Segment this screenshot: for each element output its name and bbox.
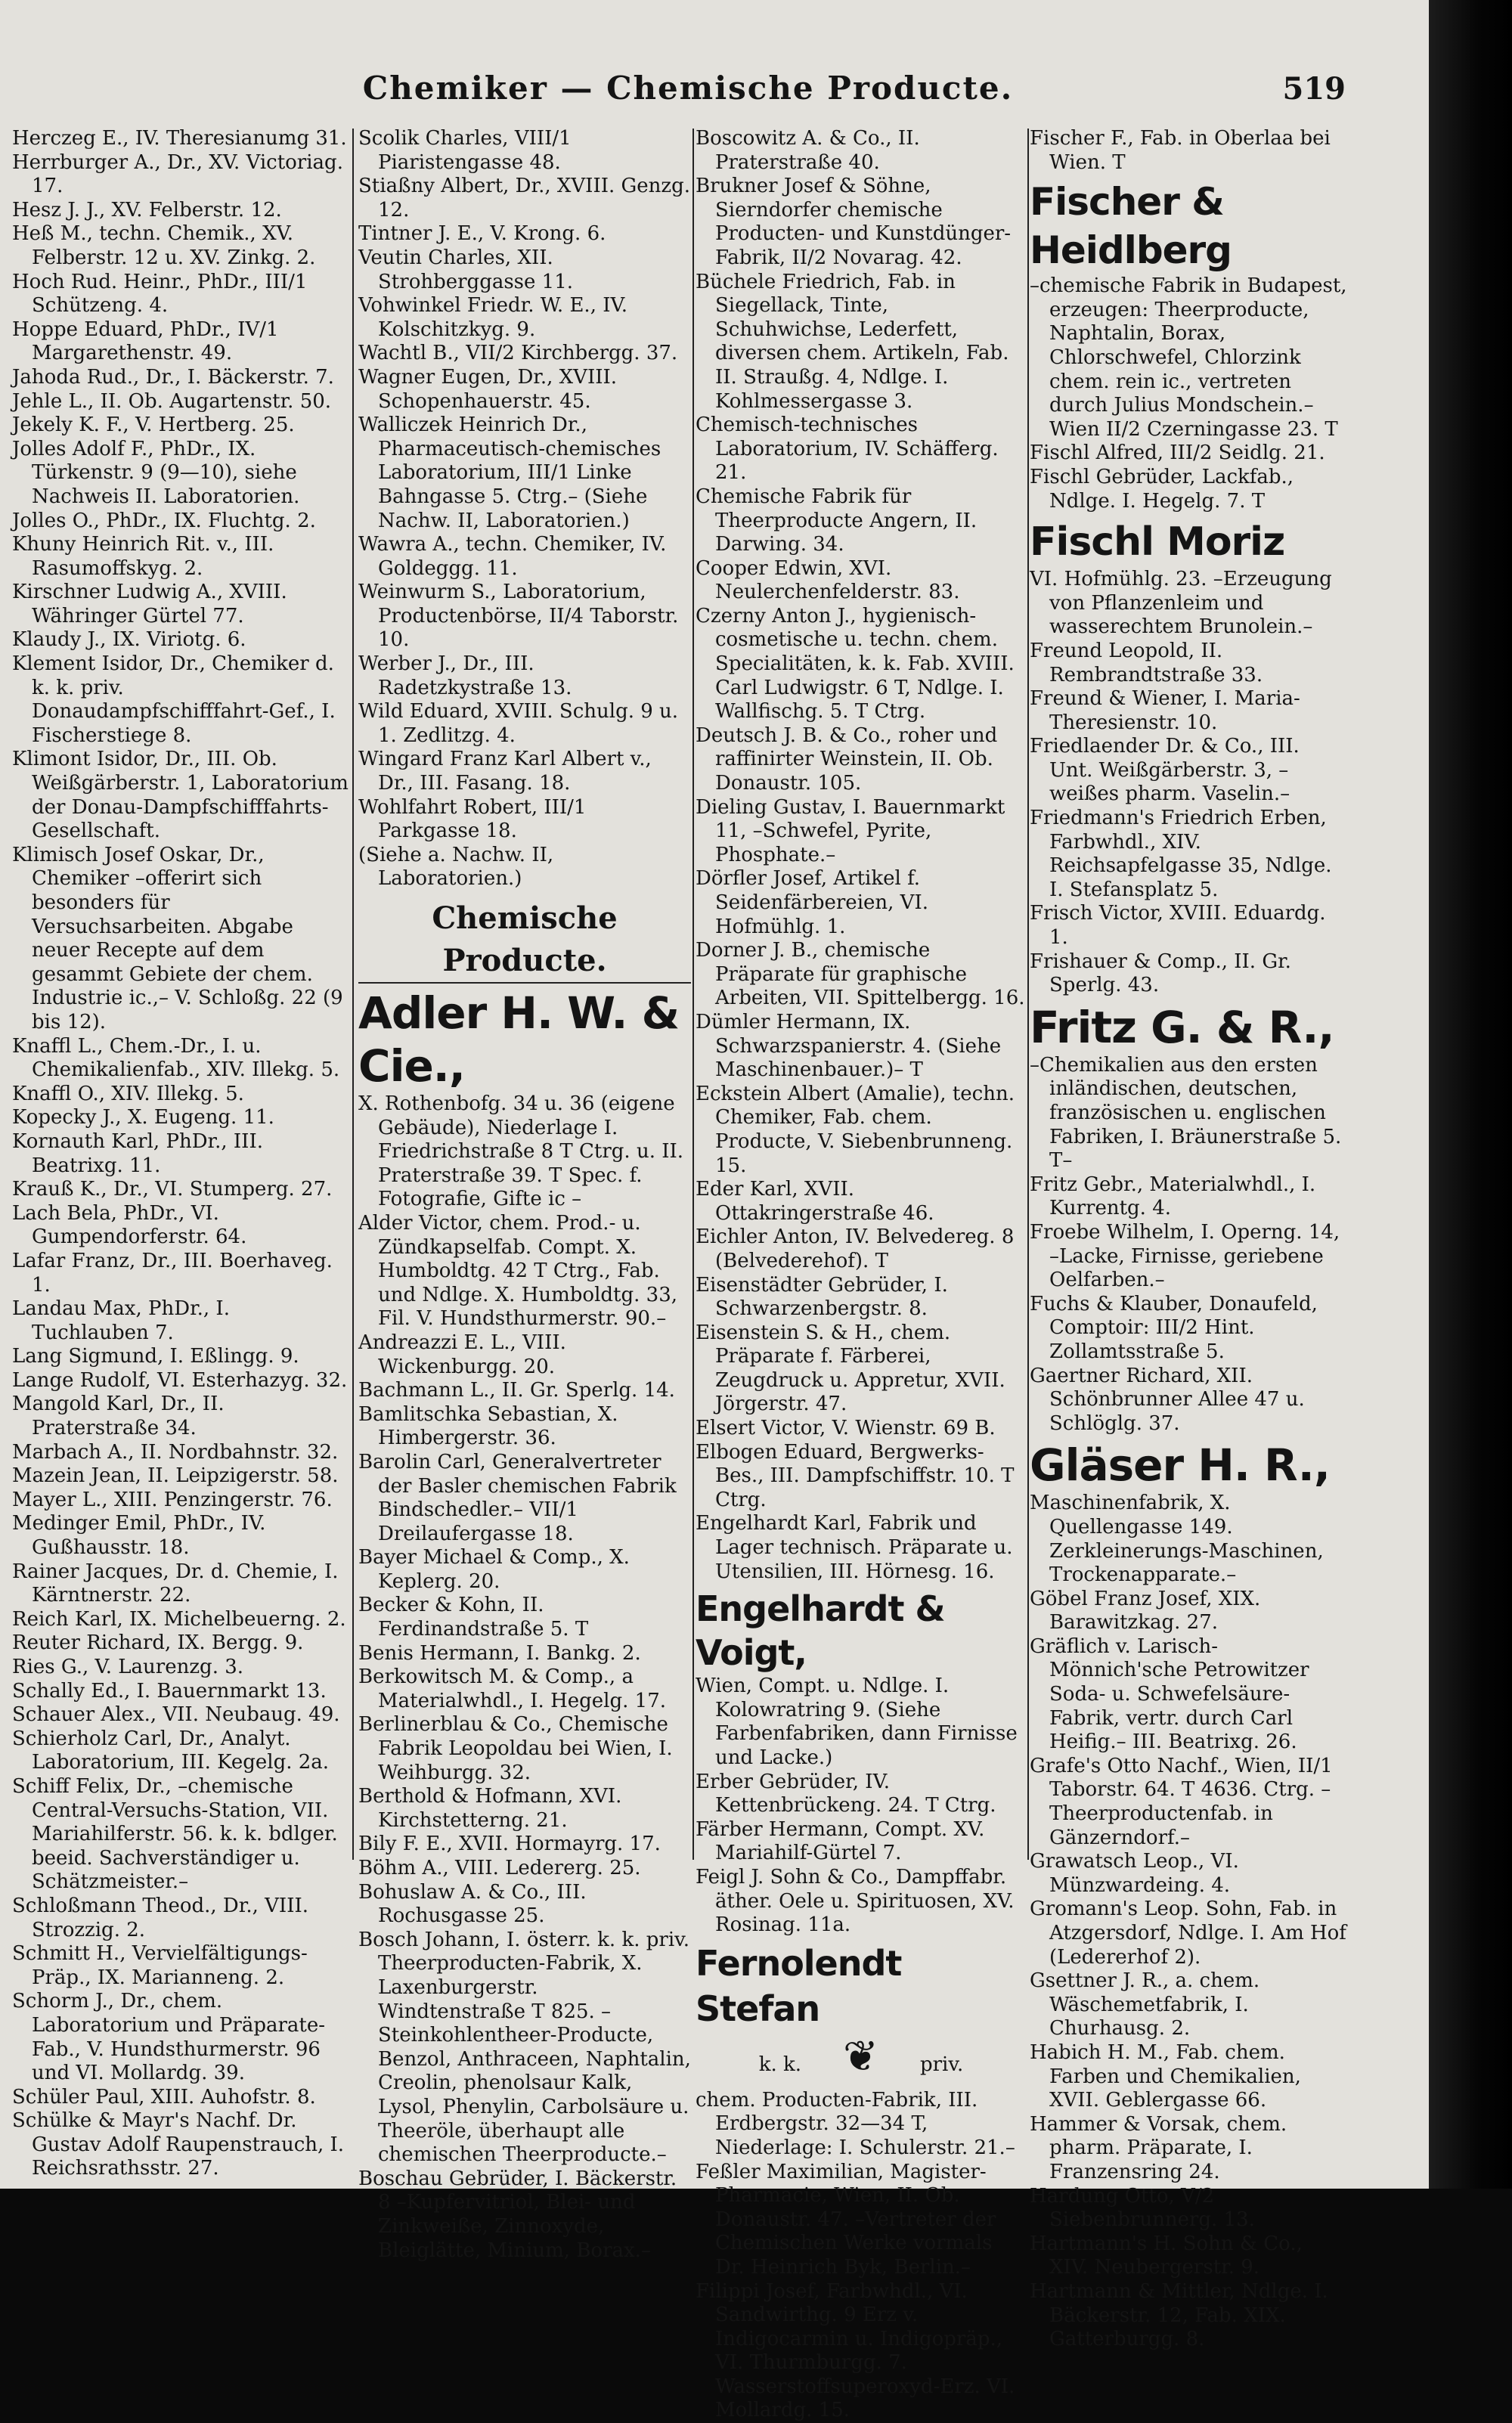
directory-entry: Schüler Paul, XIII. Auhofstr. 8. xyxy=(12,2086,349,2110)
directory-entry: Grafe's Otto Nachf., Wien, II/1 Taborstr. 64. T 4636. Ctrg. –Theerproductenfab. in Gänzerndorf.– xyxy=(1030,1755,1347,1850)
directory-entry: Frisch Victor, XVIII. Eduardg. 1. xyxy=(1030,902,1347,950)
directory-entry: Fischl Gebrüder, Lackfab., Ndlge. I. Hegelg. 7. T xyxy=(1030,466,1347,513)
directory-entry: Bachmann L., II. Gr. Sperlg. 14. xyxy=(358,1379,691,1403)
directory-entry: Benis Hermann, I. Bankg. 2. xyxy=(358,1642,691,1666)
directory-entry: Khuny Heinrich Rit. v., III. Rasumoffskyg. 2. xyxy=(12,533,349,581)
directory-entry: Bamlitschka Sebastian, X. Himbergerstr. 36. xyxy=(358,1403,691,1451)
eagle-icon: ❦ xyxy=(816,2033,906,2080)
page-title: Chemiker — Chemische Producte. xyxy=(30,70,1346,107)
directory-entry: Ries G., V. Laurenzg. 3. xyxy=(12,1656,349,1680)
directory-entry: Wingard Franz Karl Albert v., Dr., III. Fasang. 18. xyxy=(358,748,691,795)
directory-entry: Wien, Compt. u. Ndlge. I. Kolowratring 9. (Siehe Farbenfabriken, dann Firnisse und Lacke.) xyxy=(696,1675,1027,1770)
directory-entry: Hoch Rud. Heinr., PhDr., III/1 Schützeng. 4. xyxy=(12,271,349,318)
directory-entry: Rainer Jacques, Dr. d. Chemie, I. Kärntnerstr. 22. xyxy=(12,1560,349,1608)
entry-list xyxy=(358,1092,691,2263)
entry-list xyxy=(696,2089,1027,2423)
directory-entry: Göbel Franz Josef, XIX. Barawitzkag. 27. xyxy=(1030,1588,1347,1635)
entry-list xyxy=(1030,568,1347,998)
column-4 xyxy=(1030,127,1347,2168)
scan-edge xyxy=(1429,0,1512,2189)
directory-entry: Wawra A., techn. Chemiker, IV. Goldeggg. 11. xyxy=(358,533,691,581)
directory-entry: Bayer Michael & Comp., X. Keplerg. 20. xyxy=(358,1546,691,1594)
directory-entry: Chemisch-technisches Laboratorium, IV. Schäfferg. 21. xyxy=(696,414,1027,485)
directory-entry: Hardung Otto, V/2 Siebenbrunnerg. 13. xyxy=(1030,2185,1347,2232)
directory-entry: Schally Ed., I. Bauernmarkt 13. xyxy=(12,1680,349,1704)
directory-entry: Vohwinkel Friedr. W. E., IV. Kolschitzkyg. 9. xyxy=(358,294,691,342)
directory-entry: Kirschner Ludwig A., XVIII. Währinger Gürtel 77. xyxy=(12,581,349,628)
directory-entry: Kornauth Karl, PhDr., III. Beatrixg. 11. xyxy=(12,1130,349,1178)
directory-entry: Jehle L., II. Ob. Augartenstr. 50. xyxy=(12,390,349,414)
advert-name: Fischer & Heidlberg xyxy=(1030,178,1347,274)
directory-entry: Fischl Alfred, III/2 Seidlg. 21. xyxy=(1030,442,1347,466)
directory-entry: Dorner J. B., chemische Präparate für graphische Arbeiten, VII. Spittelbergg. 16. xyxy=(696,939,1027,1011)
directory-entry: Eder Karl, XVII. Ottakringerstraße 46. xyxy=(696,1178,1027,1225)
directory-entry: Bily F. E., XVII. Hormayrg. 17. xyxy=(358,1833,691,1857)
entry-list xyxy=(1030,1054,1347,1436)
directory-entry: Deutsch J. B. & Co., roher und raffinirter Weinstein, II. Ob. Donaustr. 105. xyxy=(696,724,1027,796)
directory-entry: Weinwurm S., Laboratorium, Productenbörse, II/4 Taborstr. 10. xyxy=(358,581,691,652)
column-2 xyxy=(358,127,691,2168)
directory-entry: Eckstein Albert (Amalie), techn. Chemiker, Fab. chem. Producte, V. Siebenbrunneng. 15. xyxy=(696,1083,1027,1178)
directory-entry: Herrburger A., Dr., XV. Victoriag. 17. xyxy=(12,151,349,199)
directory-entry: Habich H. M., Fab. chem. Farben und Chemikalien, XVII. Geblergasse 66. xyxy=(1030,2041,1347,2113)
directory-entry: Freund & Wiener, I. Maria-Theresienstr. 10. xyxy=(1030,687,1347,735)
priv-label: priv. xyxy=(920,2053,963,2076)
directory-entry: Jahoda Rud., Dr., I. Bäckerstr. 7. xyxy=(12,366,349,390)
directory-entry: Reich Karl, IX. Michelbeuerng. 2. xyxy=(12,1608,349,1632)
directory-entry: Hartmann's H. Sohn & Co., XIV. Neubergerstr. 9. xyxy=(1030,2232,1347,2280)
directory-entry: Fischer F., Fab. in Oberlaa bei Wien. T xyxy=(1030,127,1347,175)
page-header xyxy=(30,70,1346,115)
directory-entry: Stiaßny Albert, Dr., XVIII. Genzg. 12. xyxy=(358,175,691,222)
entry-list xyxy=(696,1675,1027,1938)
directory-entry: Veutin Charles, XII. Strohberggasse 11. xyxy=(358,246,691,294)
directory-entry: Barolin Carl, Generalvertreter der Basler chemischen Fabrik Bindschedler.– VII/1 Dreilaufergasse 18. xyxy=(358,1451,691,1546)
directory-entry: –Chemikalien aus den ersten inländischen, deutschen, französischen u. englischen Fabriken, I. Bräunerstraße 5. T– xyxy=(1030,1054,1347,1173)
advert-name: Fritz G. & R., xyxy=(1030,1001,1347,1054)
directory-entry: Frishauer & Comp., II. Gr. Sperlg. 43. xyxy=(1030,950,1347,998)
directory-entry: Wohlfahrt Robert, III/1 Parkgasse 18. xyxy=(358,796,691,844)
directory-entry: Filippi Josef, Farbwhdl., VI. Sandwirthg. 9 Erz v. Indigocarmin u. Indigopräp., VI. Thurmburgg. 7. Wasserstoffsuperoxyd-Erz. VI. Mollardg. 15. xyxy=(696,2280,1027,2423)
section-heading: Chemische Producte. xyxy=(358,897,691,984)
column-3 xyxy=(696,127,1027,2168)
directory-entry: Lange Rudolf, VI. Esterhazyg. 32. xyxy=(12,1369,349,1393)
directory-entry: Eisenstein S. & H., chem. Präparate f. Färberei, Zeugdruck u. Appretur, XVII. Jörgerstr. 47. xyxy=(696,1321,1027,1417)
directory-entry: Elsert Victor, V. Wienstr. 69 B. xyxy=(696,1417,1027,1441)
directory-entry: Werber J., Dr., III. Radetzkystraße 13. xyxy=(358,652,691,700)
kk-label: k. k. xyxy=(759,2053,801,2076)
entry-list xyxy=(696,127,1027,1584)
directory-entry: Freund Leopold, II. Rembrandtstraße 33. xyxy=(1030,640,1347,687)
directory-entry: Berthold & Hofmann, XVI. Kirchstetterng. 21. xyxy=(358,1785,691,1833)
directory-entry: Krauß K., Dr., VI. Stumperg. 27. xyxy=(12,1178,349,1202)
directory-entry: X. Rothenbofg. 34 u. 36 (eigene Gebäude), Niederlage I. Friedrichstraße 8 T Ctrg. u. II. Praterstraße 39. T Spec. f. Fotografie, Gifte ic – xyxy=(358,1092,691,1212)
directory-entry: Brukner Josef & Söhne, Sierndorfer chemische Producten- und Kunstdünger-Fabrik, II/2 Novarag. 42. xyxy=(696,175,1027,270)
directory-entry: Berlinerblau & Co., Chemische Fabrik Leopoldau bei Wien, I. Weihburgg. 32. xyxy=(358,1713,691,1785)
directory-entry: Dümler Hermann, IX. Schwarzspanierstr. 4. (Siehe Maschinenbauer.)– T xyxy=(696,1011,1027,1083)
directory-entry: Schierholz Carl, Dr., Analyt. Laboratorium, III. Kegelg. 2a. xyxy=(12,1727,349,1775)
directory-entry: Lach Bela, PhDr., VI. Gumpendorferstr. 64. xyxy=(12,1202,349,1250)
directory-entry: Boschau Gebrüder, I. Bäckerstr. 8 –Kupfervitriol, Blei- und Zinkweiße, Zinnoxyde, Bleiglätte, Minium, Borax.– xyxy=(358,2167,691,2263)
directory-entry: Gräflich v. Larisch-Mönnich'sche Petrowitzer Soda- u. Schwefelsäure-Fabrik, vertr. durch Carl Heifig.– III. Beatrixg. 26. xyxy=(1030,1635,1347,1755)
directory-entry: Knaffl L., Chem.-Dr., I. u. Chemikalienfab., XIV. Illekg. 5. xyxy=(12,1035,349,1083)
entry-list xyxy=(1030,274,1347,513)
directory-entry: Färber Hermann, Compt. XV. Mariahilf-Gürtel 7. xyxy=(696,1818,1027,1866)
directory-entry: Friedlaender Dr. & Co., III. Unt. Weißgärberstr. 3, –weißes pharm. Vaselin.– xyxy=(1030,735,1347,807)
directory-entry: Hammer & Vorsak, chem. pharm. Präparate, I. Franzensring 24. xyxy=(1030,2113,1347,2185)
directory-entry: Jekely K. F., V. Hertberg. 25. xyxy=(12,414,349,438)
directory-entry: Schülke & Mayr's Nachf. Dr. Gustav Adolf Raupenstrauch, I. Reichsrathsstr. 27. xyxy=(12,2109,349,2181)
directory-entry: Mangold Karl, Dr., II. Praterstraße 34. xyxy=(12,1393,349,1440)
directory-entry: Berkowitsch M. & Comp., a Materialwhdl., I. Hegelg. 17. xyxy=(358,1665,691,1713)
directory-entry: (Siehe a. Nachw. II, Laboratorien.) xyxy=(358,844,691,891)
entry-list xyxy=(358,127,691,891)
directory-entry: Hartmann & Mittler, Ndlge. I. Bäckerstr. 12, Fab. XIX. Gatterburgg. 8. xyxy=(1030,2280,1347,2352)
directory-entry: Tintner J. E., V. Krong. 6. xyxy=(358,222,691,246)
directory-entry: Wagner Eugen, Dr., XVIII. Schopenhauerstr. 45. xyxy=(358,366,691,414)
directory-entry: VI. Hofmühlg. 23. –Erzeugung von Pflanzenleim und wasserechtem Brunolein.– xyxy=(1030,568,1347,640)
entry-list xyxy=(1030,127,1347,175)
directory-entry: Schiff Felix, Dr., –chemische Central-Versuchs-Station, VII. Mariahilferstr. 56. k. k. bdlger. beeid. Sachverständiger u. Schätzmeister.– xyxy=(12,1775,349,1895)
directory-entry: Klement Isidor, Dr., Chemiker d. k. k. priv. Donaudampfschifffahrt-Gef., I. Fischerstiege 8. xyxy=(12,652,349,748)
directory-entry: chem. Producten-Fabrik, III. Erdbergstr. 32—34 T, Niederlage: I. Schulerstr. 21.– xyxy=(696,2089,1027,2161)
directory-entry: Büchele Friedrich, Fab. in Siegellack, Tinte, Schuhwichse, Lederfett, diversen chem. Artikeln, Fab. II. Straußg. 4, Ndlge. I. Kohlmessergasse 3. xyxy=(696,271,1027,414)
directory-entry: Gsettner J. R., a. chem. Wäschemetfabrik, I. Churhausg. 2. xyxy=(1030,1969,1347,2041)
directory-entry: Heß M., techn. Chemik., XV. Felberstr. 12 u. XV. Zinkg. 2. xyxy=(12,222,349,270)
advert-name: Gläser H. R., xyxy=(1030,1439,1347,1492)
directory-entry: Wild Eduard, XVIII. Schulg. 9 u. 1. Zedlitzg. 4. xyxy=(358,700,691,748)
directory-entry: Klimont Isidor, Dr., III. Ob. Weißgärberstr. 1, Laboratorium der Donau-Dampfschifffahrts-Gesellschaft. xyxy=(12,748,349,843)
directory-entry: Hesz J. J., XV. Felberstr. 12. xyxy=(12,199,349,223)
directory-entry: Schorm J., Dr., chem. Laboratorium und Präparate-Fab., V. Hundsthurmerstr. 96 und VI. Mollardg. 39. xyxy=(12,1990,349,2085)
entry-list xyxy=(1030,1492,1347,2351)
directory-entry: Hoppe Eduard, PhDr., IV/1 Margarethenstr. 49. xyxy=(12,318,349,366)
directory-entry: Jolles O., PhDr., IX. Fluchtg. 2. xyxy=(12,510,349,534)
directory-entry: Eichler Anton, IV. Belvedereg. 8 (Belvederehof). T xyxy=(696,1225,1027,1273)
advert-name: Fischl Moriz xyxy=(1030,516,1347,568)
directory-entry: Medinger Emil, PhDr., IV. Gußhausstr. 18. xyxy=(12,1512,349,1560)
directory-entry: Knaffl O., XIV. Illekg. 5. xyxy=(12,1083,349,1107)
directory-entry: Erber Gebrüder, IV. Kettenbrückeng. 24. T Ctrg. xyxy=(696,1771,1027,1818)
directory-entry: Cooper Edwin, XVI. Neulerchenfelderstr. 83. xyxy=(696,557,1027,605)
directory-entry: Kopecky J., X. Eugeng. 11. xyxy=(12,1106,349,1130)
directory-entry: Schmitt H., Vervielfältigungs-Präp., IX. Marianneng. 2. xyxy=(12,1942,349,1990)
advert-name: Engelhardt & Voigt, xyxy=(696,1587,1027,1675)
column-1 xyxy=(12,127,349,2168)
directory-entry: Becker & Kohn, II. Ferdinandstraße 5. T xyxy=(358,1594,691,1641)
directory-entry: Schloßmann Theod., Dr., VIII. Strozzig. 2. xyxy=(12,1895,349,1942)
directory-entry: Marbach A., II. Nordbahnstr. 32. xyxy=(12,1441,349,1465)
directory-entry: Bohuslaw A. & Co., III. Rochusgasse 25. xyxy=(358,1881,691,1929)
directory-entry: Herczeg E., IV. Theresianumg 31. xyxy=(12,127,349,151)
page-number: 519 xyxy=(1283,71,1346,107)
directory-entry: Dörfler Josef, Artikel f. Seidenfärbereien, VI. Hofmühlg. 1. xyxy=(696,867,1027,939)
directory-entry: Eisenstädter Gebrüder, I. Schwarzenbergstr. 8. xyxy=(696,1274,1027,1321)
directory-entry: Gromann's Leop. Sohn, Fab. in Atzgersdorf, Ndlge. I. Am Hof (Ledererhof 2). xyxy=(1030,1898,1347,1969)
directory-entry: Jolles Adolf F., PhDr., IX. Türkenstr. 9 (9—10), siehe Nachweis II. Laboratorien. xyxy=(12,438,349,510)
advert-name: Fernolendt Stefan xyxy=(696,1941,1027,2031)
columns xyxy=(0,127,1429,2168)
directory-entry: Alder Victor, chem. Prod.- u. Zündkapselfab. Compt. X. Humboldtg. 42 T Ctrg., Fab. und Ndlge. X. Humboldtg. 33, Fil. V. Hundsthurmerstr. 90.– xyxy=(358,1212,691,1331)
directory-entry: Wachtl B., VII/2 Kirchbergg. 37. xyxy=(358,342,691,366)
directory-entry: Chemische Fabrik für Theerproducte Angern, II. Darwing. 34. xyxy=(696,485,1027,557)
directory-entry: Engelhardt Karl, Fabrik und Lager technisch. Präparate u. Utensilien, III. Hörnesg. 16. xyxy=(696,1512,1027,1584)
directory-entry: Bosch Johann, I. österr. k. k. priv. Theerproducten-Fabrik, X. Laxenburgerstr. Windtenstraße T 825. –Steinkohlentheer-Producte, Benzol, Anthraceen, Naphtalin, Creolin, phenolsaur Kalk, Lysol, Phenylin, Carbolsäure u. Theeröle, überhaupt alle chemischen Theerproducte.– xyxy=(358,1929,691,2167)
directory-entry: Gaertner Richard, XII. Schönbrunner Allee 47 u. Schlöglg. 37. xyxy=(1030,1365,1347,1436)
directory-entry: Klaudy J., IX. Viriotg. 6. xyxy=(12,628,349,652)
directory-entry: Scolik Charles, VIII/1 Piaristengasse 48. xyxy=(358,127,691,175)
directory-entry: Feigl J. Sohn & Co., Dampffabr. äther. Oele u. Spirituosen, XV. Rosinag. 11a. xyxy=(696,1866,1027,1938)
directory-entry: Landau Max, PhDr., I. Tuchlauben 7. xyxy=(12,1297,349,1345)
directory-entry: Maschinenfabrik, X. Quellengasse 149. Zerkleinerungs-Maschinen, Trockenapparate.– xyxy=(1030,1492,1347,1587)
directory-entry: Klimisch Josef Oskar, Dr., Chemiker –offerirt sich besonders für Versuchsarbeiten. Abgabe neuer Recepte auf dem gesammt Gebiete der chem. Industrie ic.,– V. Schloßg. 22 (9 bis 12). xyxy=(12,844,349,1035)
directory-entry: –chemische Fabrik in Budapest, erzeugen: Theerproducte, Naphtalin, Borax, Chlorschwefel, Chlorzink chem. rein ic., vertreten durch Julius Mondschein.– Wien II/2 Czerningasse 23. T xyxy=(1030,274,1347,442)
imperial-eagle-line xyxy=(696,2031,1027,2089)
directory-entry: Friedmann's Friedrich Erben, Farbwhdl., XIV. Reichsapfelgasse 35, Ndlge. I. Stefansplatz 5. xyxy=(1030,807,1347,902)
directory-entry: Andreazzi E. L., VIII. Wickenburgg. 20. xyxy=(358,1331,691,1379)
directory-entry: Lafar Franz, Dr., III. Boerhaveg. 1. xyxy=(12,1250,349,1297)
directory-entry: Schauer Alex., VII. Neubaug. 49. xyxy=(12,1703,349,1727)
directory-entry: Böhm A., VIII. Ledererg. 25. xyxy=(358,1857,691,1881)
directory-entry: Fuchs & Klauber, Donaufeld, Comptoir: III/2 Hint. Zollamtsstraße 5. xyxy=(1030,1293,1347,1365)
directory-entry: Froebe Wilhelm, I. Operng. 14, –Lacke, Firnisse, geriebene Oelfarben.– xyxy=(1030,1221,1347,1293)
directory-entry: Feßler Maximilian, Magister-Pharmacie, Wien, II. Ob. Donaustr. 47. –Vertreter der Chemischen Werke vormals Dr. Heinrich Byk, Berlin.– xyxy=(696,2161,1027,2280)
advert-name: Adler H. W. & Cie., xyxy=(358,987,691,1092)
directory-entry: Lang Sigmund, I. Eßlingg. 9. xyxy=(12,1345,349,1369)
directory-entry: Mayer L., XIII. Penzingerstr. 76. xyxy=(12,1489,349,1513)
directory-entry: Dieling Gustav, I. Bauernmarkt 11, –Schwefel, Pyrite, Phosphate.– xyxy=(696,796,1027,868)
directory-entry: Boscowitz A. & Co., II. Praterstraße 40. xyxy=(696,127,1027,175)
directory-entry: Fritz Gebr., Materialwhdl., I. Kurrentg. 4. xyxy=(1030,1173,1347,1221)
directory-entry: Mazein Jean, II. Leipzigerstr. 58. xyxy=(12,1464,349,1489)
directory-entry: Elbogen Eduard, Bergwerks-Bes., III. Dampfschiffstr. 10. T Ctrg. xyxy=(696,1441,1027,1513)
directory-entry: Reuter Richard, IX. Bergg. 9. xyxy=(12,1631,349,1656)
directory-entry: Grawatsch Leop., VI. Münzwardeing. 4. xyxy=(1030,1850,1347,1898)
directory-entry: Walliczek Heinrich Dr., Pharmaceutisch-chemisches Laboratorium, III/1 Linke Bahngasse 5. Ctrg.– (Siehe Nachw. II, Laboratorien.) xyxy=(358,414,691,533)
entry-list xyxy=(12,127,349,2181)
directory-entry: Czerny Anton J., hygienisch-cosmetische u. techn. chem. Specialitäten, k. k. Fab. XVIII. Carl Ludwigstr. 6 T, Ndlge. I. Wallfischg. 5. T Ctrg. xyxy=(696,605,1027,724)
